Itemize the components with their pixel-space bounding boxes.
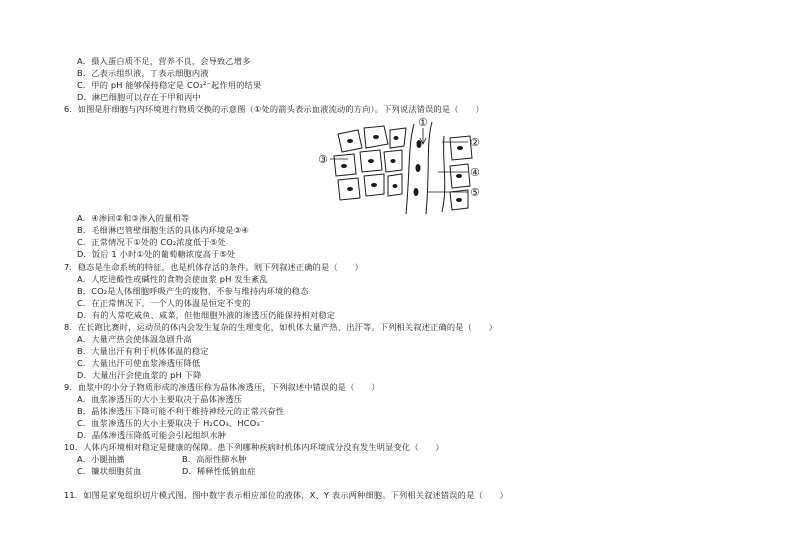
q6-option-b: B．毛细淋巴管壁细胞生活的具体内环境是③④ — [77, 225, 249, 235]
q9-option-a: A．血浆渗透压的大小主要取决于晶体渗透压 — [77, 394, 243, 404]
capillary-wall — [426, 122, 432, 214]
q10-option-c: C．镰状细胞贫血 — [77, 466, 142, 476]
liver-cell-exchange-diagram — [318, 116, 490, 214]
red-blood-cell — [417, 140, 422, 148]
q6-option-a: A．④渗回②和③渗入的量相等 — [77, 213, 190, 223]
figure-label-2: ② — [470, 136, 480, 149]
q7-option-a: A．人吃进酸性或碱性的食物会使血浆 pH 发生紊乱 — [77, 274, 268, 284]
q6-stem: 6．如图是肝细胞与内环境进行物质交换的示意图（①处的箭头表示血液流动的方向）。下列说法错误的是（ ） — [64, 104, 484, 114]
q10-stem: 10．人体内环境相对稳定是健康的保障。患下列哪种疾病时机体内环境成分没有发生明显变化（ ） — [64, 442, 444, 452]
q8-option-c: C．大量出汗可使血浆渗透压降低 — [77, 358, 201, 368]
figure-label-3: ③ — [318, 153, 328, 166]
red-blood-cell — [416, 164, 421, 172]
q10-option-d: D．稀释性低钠血症 — [182, 466, 256, 476]
q10-option-b: B．高原性肺水肿 — [182, 454, 247, 464]
cell-nucleus — [457, 146, 463, 150]
q6-option-c: C．正常情况下①处的 CO₂浓度低于⑤处 — [77, 237, 226, 247]
q5-option-b: B．乙表示组织液，丁表示细胞内液 — [77, 68, 209, 78]
q5-option-a: A．摄入蛋白质不足，营养不良，会导致乙增多 — [77, 56, 251, 66]
q8-option-a: A．大量产热会使体温急剧升高 — [77, 334, 192, 344]
cell-nucleus — [391, 159, 396, 163]
q11-stem: 11．如图是家兔组织切片模式图，图中数字表示相应部位的液体，X、Y 表示两种细胞。下列相关叙述错误的是（ ） — [64, 490, 509, 500]
cell-nucleus — [394, 136, 399, 140]
figure-label-1: ① — [418, 116, 428, 129]
cell-nucleus — [341, 164, 347, 168]
cell-nucleus — [371, 183, 377, 187]
figure-label-4: ④ — [470, 166, 480, 179]
q7-option-b: B．CO₂是人体细胞呼吸产生的废物，不参与维持内环境的稳态 — [77, 286, 309, 296]
q7-stem: 7．稳态是生命系统的特征，也是机体存活的条件。则下列叙述正确的是（ ） — [64, 262, 363, 272]
q9-option-b: B．晶体渗透压下降可能不利于维持神经元的正常兴奋性 — [77, 406, 285, 416]
q9-option-c: C．血浆渗透压的大小主要取决于 H₂CO₃、HCO₃⁻ — [77, 418, 265, 428]
q9-stem: 9．血浆中的小分子物质形成的渗透压称为晶体渗透压，下列叙述中错误的是（ ） — [64, 382, 380, 392]
lymph-capillary — [442, 136, 445, 212]
q10-option-a: A．小腿抽搐 — [77, 454, 125, 464]
q7-option-c: C．在正常情况下，一个人的体温是恒定不变的 — [77, 298, 251, 308]
q8-option-d: D．大量出汗会使血浆的 pH 下降 — [77, 370, 202, 380]
q5-option-d: D．淋巴细胞可以存在于甲和丙中 — [77, 92, 201, 102]
cell-nucleus — [368, 159, 374, 163]
cell-nucleus — [347, 187, 353, 191]
capillary-wall — [406, 124, 414, 214]
q5-option-c: C．甲的 pH 能够保持稳定是 CO₃²⁻起作用的结果 — [77, 80, 262, 90]
q7-option-d: D．有的人常吃咸鱼、咸菜，但他细胞外液的渗透压仍能保持相对稳定 — [77, 310, 336, 320]
cell-nucleus — [393, 184, 398, 188]
cell-nucleus — [347, 139, 353, 143]
cell-nucleus — [373, 135, 379, 139]
cell-nucleus — [456, 174, 462, 178]
q8-option-b: B．大量出汗有利于机体体温的稳定 — [77, 346, 209, 356]
red-blood-cell — [414, 188, 419, 196]
q6-option-d: D．饭后 1 小时①处的葡萄糖浓度高于⑤处 — [77, 249, 236, 259]
figure-label-5: ⑤ — [470, 186, 480, 199]
q8-stem: 8．在长跑比赛时，运动员的体内会发生复杂的生理变化，如机体大量产热、出汗等。下列相关叙述正确的是（ ） — [64, 322, 498, 332]
q9-option-d: D．晶体渗透压降低可能会引起组织水肿 — [77, 430, 227, 440]
cell-nucleus — [456, 198, 462, 202]
